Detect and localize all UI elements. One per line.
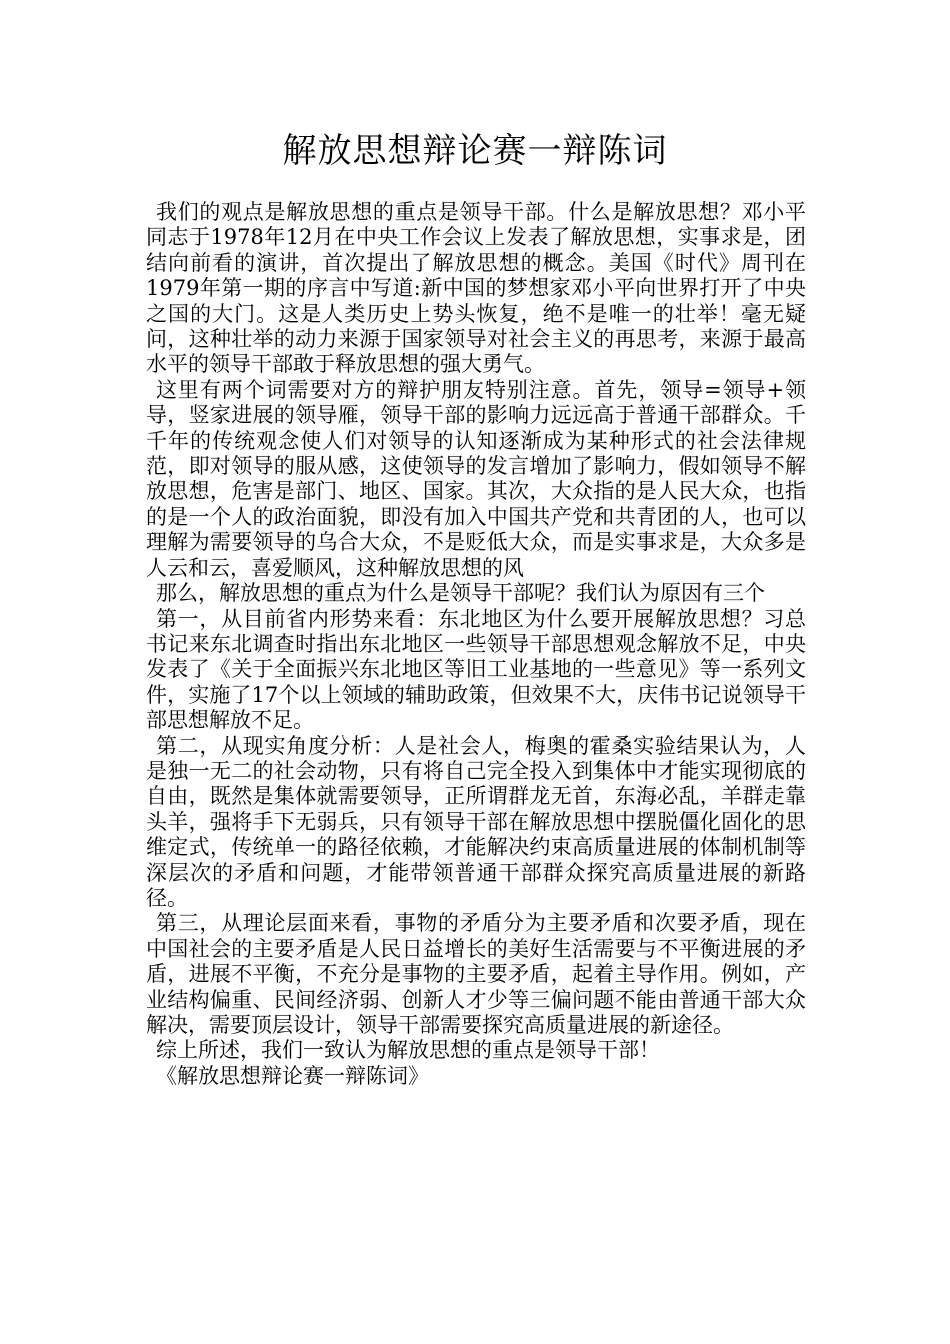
paragraph-definitions: 这里有两个词需要对方的辩护朋友特别注意。首先，领导=领导+领导，竖家进展的领导雁，领导干部的影响力远远高于普通干部群众。千千年的传统观念使人们对领导的认知逐渐成为某种形式的社会法律规范，即对领导的服从感，这使领导的发言增加了影响力，假如领导不解放思想，危害是部门、地区、国家。其次，大众指的是人民大众，也指的是一个人的政治面貌，即没有加入中国共产党和共青团的人，也可以理解为需要领导的乌合大众，不是贬低大众，而是实事求是，大众多是人云和云，喜爱顺风，这种解放思想的风 [146,377,806,580]
paragraph-conclusion: 综上所述，我们一致认为解放思想的重点是领导干部！ [156,1038,660,1063]
paragraph-source-title: 《解放思想辩论赛一辩陈词》 [156,1063,429,1088]
paragraph-reasons-lead: 那么，解放思想的重点为什么是领导干部呢？我们认为原因有三个 [156,581,765,606]
paragraph-reason-second: 第二，从现实角度分析：人是社会人，梅奥的霍桑实验结果认为，人是独一无二的社会动物，只有将自己完全投入到集体中才能实现彻底的自由，既然是集体就需要领导，正所谓群龙无首，东海必乱，羊群走靠头羊，强将手下无弱兵，只有领导干部在解放思想中摆脱僵化固化的思维定式，传统单一的路径依赖，才能解决约束高质量进展的体制机制等深层次的矛盾和问题，才能带领普通干部群众探究高质量进展的新路径。 [146,733,806,910]
document-title: 解放思想辩论赛一辩陈词 [282,131,668,171]
paragraph-reason-first: 第一，从目前省内形势来看：东北地区为什么要开展解放思想？习总书记来东北调查时指出东北地区一些领导干部思想观念解放不足，中央发表了《关于全面振兴东北地区等旧工业基地的一些意见》等一系列文件，实施了17个以上领域的辅助政策，但效果不大，庆伟书记说领导干部思想解放不足。 [146,606,806,733]
paragraph-intro: 我们的观点是解放思想的重点是领导干部。什么是解放思想？邓小平同志于1978年12月在中央工作会议上发表了解放思想，实事求是，团结向前看的演讲，首次提出了解放思想的概念。美国《时代》周刊在1979年第一期的序言中写道:新中国的梦想家邓小平向世界打开了中央之国的大门。这是人类历史上势头恢复，绝不是唯一的壮举！毫无疑问，这种壮举的动力来源于国家领导对社会主义的再思考，来源于最高水平的领导干部敢于释放思想的强大勇气。 [146,200,806,377]
document-body [146,200,806,1089]
paragraph-reason-third: 第三，从理论层面来看，事物的矛盾分为主要矛盾和次要矛盾，现在中国社会的主要矛盾是人民日益增长的美好生活需要与不平衡进展的矛盾，进展不平衡，不充分是事物的主要矛盾，起着主导作用。例如，产业结构偏重、民间经济弱、创新人才少等三偏问题不能由普通干部大众解决，需要顶层设计，领导干部需要探究高质量进展的新途径。 [146,911,806,1037]
